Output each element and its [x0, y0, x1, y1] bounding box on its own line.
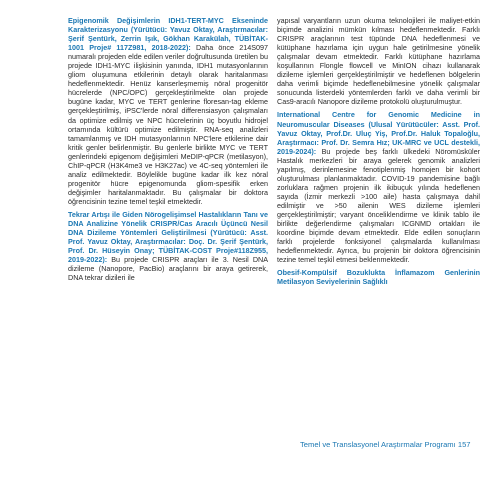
right-column [277, 16, 480, 288]
project-3-text: Bu projede beş farklı ülkedeki Nöromüsküler Hastalık merkezleri bir araya gelerek genomik analizleri yapılmış, derinlemesine fenotiplenmiş homojen bir kohort oluşturulması planlanmaktadır. COVID-19 pandemisine bağlı zorluklara rağmen projenin ilk ikibuçuk yılında hedeflenen sayıda (İzmir merkezli >100 aile) hasta çalışmaya dahil edilmiştir ve >50 ailenin WES dizileme işlemleri gerçekleştirilmiştir; varyant önceliklendirme ve klinik tablo ile birlikte değerlendirme çalışmaları ICGNMD ortakları ile koordine biçimde devam etmektedir. Elde edilen sonuçların farklı projelerde fonksiyonel çalışmalarda kullanılması hedeflenmektedir. Ayrıca, bu projenin bir doktora öğrencisinin tezine temel teşkil etmesi beklenmektedir. [277, 146, 480, 265]
project-2-continued-text: yapısal varyantların uzun okuma teknolojileri ile maliyet-etkin biçimde analizini mümkün kılması hedeflenmektedir. Farklı CRISPR araçlarının test tüpünde DNA hedeflenmesi ve kütüphane hazırlama için uygun hale getirilmesine yönelik çalışmalar devam etmektedir. Farklı kütüphane hazırlama koşullarının Flongle flowcell ve MinION cihazı kullanarak dizileme işlemleri gerçekleştirilmiştir ve hedeflenen bölgelerin daha verimli biçimde hedeflenebilmesine yönelik çalışmalar sonucunda listerdeki yöntemlerden farklı ve daha verimli bir Cas9-aracılı Nanopore dizileme protokolü oluşturulmuştur. [277, 16, 480, 107]
footer-program-title: Temel ve Translasyonel Araştırmalar Programı [300, 440, 456, 449]
project-2-text: Bu projede CRISPR araçları ile 3. Nesil DNA dizileme (Nanopore, PacBio) araçlarını bir araya getirerek, DNA tekrar dizileri ile [68, 255, 268, 283]
project-3-heading: International Centre for Genomic Medicine in Neuromuscular Diseases (Ulusal Yürütücüler: Asst. Prof. Yavuz Oktay, Prof.Dr. Uluç Yiş, Prof.Dr. Haluk Topaloğlu, Araştırmacı: Prof. Dr. Semra Hız; UK-MRC ve UCL destekli, 2019-2024): [277, 110, 480, 156]
left-column [68, 16, 268, 286]
project-3-paragraph [277, 110, 480, 264]
project-2-paragraph [68, 210, 268, 282]
project-1-text: Daha önce 214S097 numaralı projeden elde edilen veriler doğrultusunda üretilen bu projede IDH1-MYC ilişkisinin yanında, IDH1 mutasyonlarının gliom oluşumuna etkilerinin detaylı olarak haritalanması hedeflenmektedir. Henüz kanserleşmemiş nöral progenitör hücrelerde (NPC/OPC) gerçekleştirilmekte olan projede bugüne kadar, MYC ve TERT genlerine floresan-tag ekleme gerçekleştirilmiş, iPSC'lerde nöral differensiasyon çalışmaları da optimize edilmiş ve NPC hücrelerinin üç boyutlu hidrojel ortamında kültürü optimize edilmiştir. RNA-seq analizleri tamamlanmış ve IDH mutasyonlarının NPC'lere etkilerine dair kritik genler belirlenmiştir. Bu genlerle birlikte MYC ve TERT genlerindeki epigenom değişimleri MeDIP-qPCR (metilasyon), ChIP-qPCR (H3K4me3 ve H3K27ac) ve 4C-seq yöntemleri ile analiz edilmektedir. Böylelikle bugüne kadar ilk kez nöral progenitör hücre epigenomunda gliom-spesifik erken değişimler haritalanmaktadır. Bu çalışmalar bir doktora öğrencisinin tezine temel teşkil etmektedir. [68, 43, 269, 206]
project-4-heading: Obesif-Kompülsif Bozuklukta İnflamazom Genlerinin Metilasyon Seviyelerinin Sağlıklı [277, 268, 480, 287]
project-2-heading: Tekrar Artışı ile Giden Nörogelişimsel Hastalıkların Tanı ve DNA Analizine Yönelik CRISPR/Cas Aracılı Üçüncü Nesil DNA Dizileme Yöntemleri Geliştirilmesi (Yürütücü: Asst. Prof. Yavuz Oktay, Araştırmacılar: Doç. Dr. Şerif Şentürk, Prof. Dr. Hüseyin Onay; TÜBİTAK-COST Proje#118Z955, 2019-2022): [68, 209, 268, 265]
page-number: 157 [457, 440, 471, 449]
page-footer [300, 440, 471, 449]
project-1-heading: Epigenomik Değişimlerin IDH1-TERT-MYC Ekseninde Karakterizasyonu (Yürütücü: Yavuz Oktay, Araştırmacılar: Şerif Şentürk, Zerrin Işık, Gökhan Karakülah, TÜBİTAK-1001 Proje# 117Z981, 2018-2022): [68, 16, 268, 53]
project-1-paragraph [68, 16, 268, 206]
